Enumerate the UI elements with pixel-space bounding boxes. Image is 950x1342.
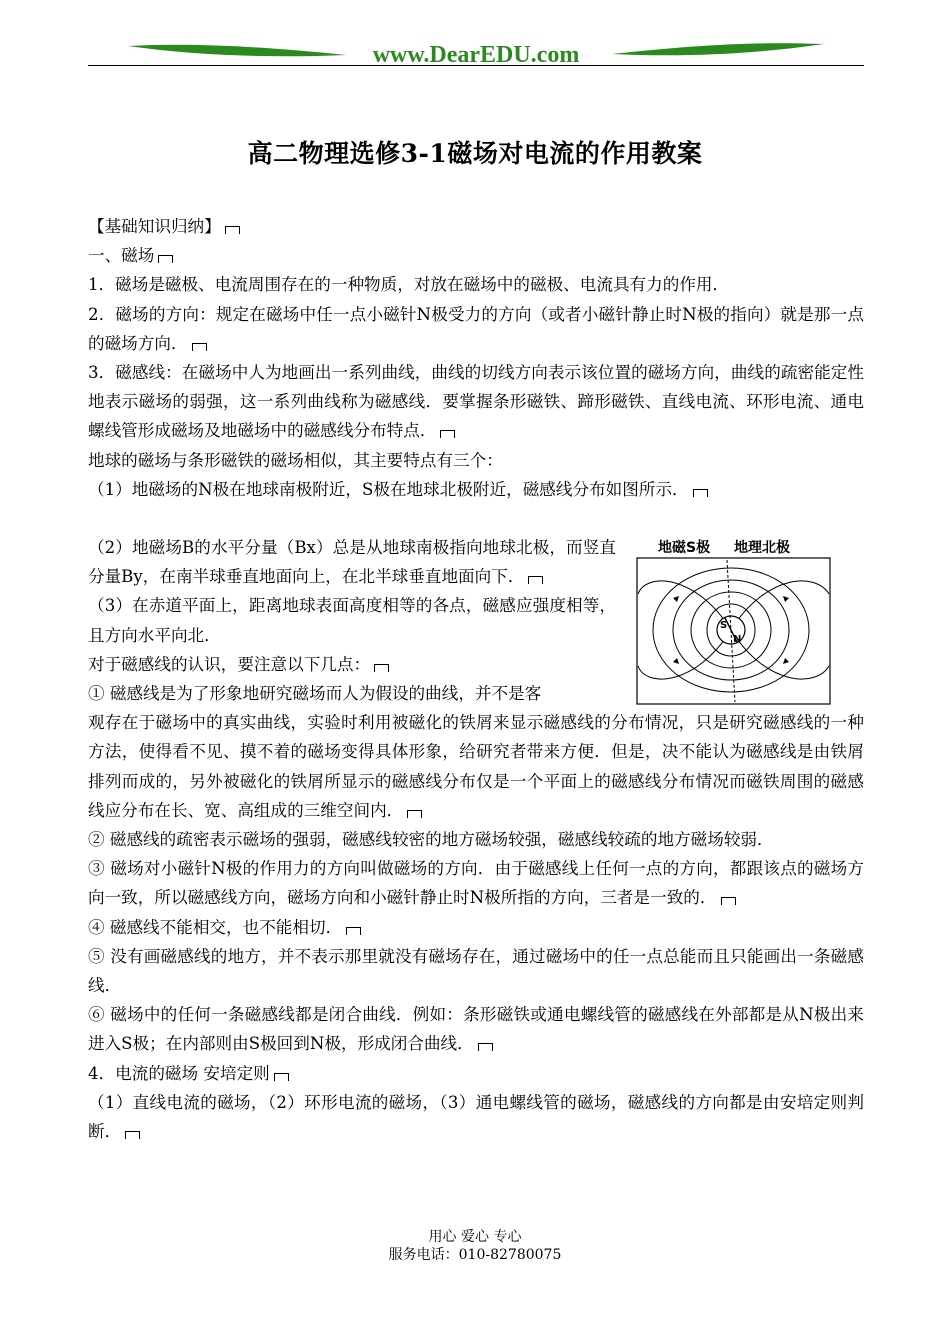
paragraph (88, 358, 864, 446)
footer-slogan: 用心 爱心 专心 (428, 1229, 522, 1245)
paragraph (88, 913, 864, 942)
paragraph-text: ⑥ 磁场中的任何一条磁感线都是闭合曲线．例如：条形磁铁或通电螺线管的磁感线在外部都是从N极出来进入S极；在内部则由S极回到N极，形成闭合曲线． (88, 1005, 864, 1054)
paragraph (88, 650, 616, 679)
paragraph-text: 【基础知识归纳】 (88, 217, 221, 236)
paragraph-text: ③ 磁场对小磁针N极的作用力的方向叫做磁场的方向．由于磁感线上任何一点的方向，都跟该点的磁场方向一致，所以磁感线方向，磁场方向和小磁针静止时N极所指的方向，三者是一致的． (88, 859, 864, 908)
figure-label-left: 地磁S极 (658, 540, 711, 556)
paragraph-text: 地球的磁场与条形磁铁的磁场相似，其主要特点有三个： (88, 450, 503, 470)
left-leaf (128, 45, 346, 57)
page-footer (0, 1228, 950, 1264)
paragraph-mark-icon (158, 255, 173, 263)
paragraph-mark-icon (125, 1131, 140, 1139)
paragraph-text: 1．磁场是磁极、电流周围存在的一种物质，对放在磁场中的磁极、电流具有力的作用． (88, 275, 730, 295)
paragraph-text: ② 磁感线的疏密表示磁场的强弱，磁感线较密的地方磁场较强，磁感线较疏的地方磁场较弱． (88, 830, 774, 850)
paragraph-text: 对于磁感线的认识，要注意以下几点： (88, 654, 371, 674)
figure-label-right: 地理北极 (734, 540, 790, 556)
paragraph-mark-icon (693, 489, 708, 497)
paragraph (88, 1088, 864, 1146)
paragraph-text: （1）直线电流的磁场，（2）环形电流的磁场，（3）通电螺线管的磁场，磁感线的方向都是由安培定则判断． (88, 1092, 864, 1142)
paragraph-text: ④ 磁感线不能相交，也不能相切． (88, 917, 343, 937)
paragraph-mark-icon (721, 897, 736, 905)
paragraph (88, 1059, 864, 1088)
paragraph-text: 2．磁场的方向：规定在磁场中任一点小磁针N极受力的方向（或者小磁针静止时N极的指向）就是那一点的磁场方向． (88, 304, 864, 353)
paragraph-text: ① 磁感线是为了形象地研究磁场而人为假设的曲线，并不是客 (88, 684, 542, 704)
paragraph-gap (88, 504, 864, 533)
geomagnetic-field-figure (636, 534, 831, 706)
paragraph-mark-icon (346, 927, 361, 935)
section-wrap-text (88, 533, 616, 708)
paragraph-text: 4．电流的磁场 安培定则 (88, 1063, 270, 1083)
paragraph (88, 475, 864, 504)
paragraph-mark-icon (440, 430, 455, 438)
paragraph-mark-icon (528, 576, 543, 584)
paragraph (88, 679, 616, 708)
section-bottom (88, 708, 864, 1146)
pole-n-label: N (733, 634, 742, 645)
paragraph-text: 观存在于磁场中的真实曲线，实验时利用被磁化的铁屑来显示磁感线的分布情况，只是研究磁感线的一种方法，使得看不见、摸不着的磁场变得具体形象，给研究者带来方便．但是，决不能认为磁感线是由铁屑排列而成的，另外被磁化的铁屑所显示的磁感线分布仅是一个平面上的磁感线分布情况而磁铁周围的磁感线应分布在长、宽、高组成的三维空间内． (88, 713, 864, 820)
header-rule (88, 65, 864, 66)
field-diagram (636, 534, 831, 706)
section-top (88, 212, 864, 504)
paragraph-mark-icon (274, 1073, 289, 1081)
pole-s-label: S (720, 620, 728, 631)
page-title: 高二物理选修3-1磁场对电流的作用教案 (247, 139, 703, 168)
paragraph-mark-icon (407, 810, 422, 818)
paragraph (88, 1000, 864, 1058)
paragraph-text: （1）地磁场的N极在地球南极附近，S极在地球北极附近，磁感线分布如图所示． (88, 479, 689, 499)
paragraph (88, 270, 864, 299)
footer-phone: 服务电话：010-82780075 (388, 1247, 562, 1263)
paragraph-text: ⑤ 没有画磁感线的地方，并不表示那里就没有磁场存在，通过磁场中的任一点总能而且只能画出一条磁感线． (88, 946, 864, 996)
paragraph-mark-icon (478, 1043, 493, 1051)
paragraph (88, 241, 864, 270)
paragraph (88, 591, 616, 649)
paragraph-text: （2）地磁场B的水平分量（Bx）总是从地球南极指向地球北极，而竖直分量By，在南半球垂直地面向上，在北半球垂直地面向下． (88, 538, 616, 587)
right-leaf (612, 43, 824, 55)
paragraph-text: （3）在赤道平面上，距离地球表面高度相等的各点，磁感应强度相等，且方向水平向北． (88, 596, 616, 645)
paragraph-mark-icon (192, 343, 207, 351)
paragraph (88, 942, 864, 1000)
paragraph (88, 212, 864, 241)
paragraph-text: 3．磁感线：在磁场中人为地画出一系列曲线，曲线的切线方向表示该位置的磁场方向，曲线的疏密能定性地表示磁场的弱强，这一系列曲线称为磁感线．要掌握条形磁铁、蹄形磁铁、直线电流、环形电流、通电螺线管形成磁场及地磁场中的磁感线分布特点． (88, 363, 864, 441)
paragraph-mark-icon (374, 664, 389, 672)
paragraph (88, 300, 864, 358)
paragraph (88, 446, 864, 475)
paragraph (88, 708, 864, 825)
paragraph (88, 825, 864, 854)
paragraph (88, 533, 616, 591)
paragraph-text: 一、磁场 (88, 246, 155, 266)
site-url: www.DearEDU.com (372, 42, 580, 68)
paragraph-mark-icon (225, 226, 240, 234)
paragraph (88, 854, 864, 912)
